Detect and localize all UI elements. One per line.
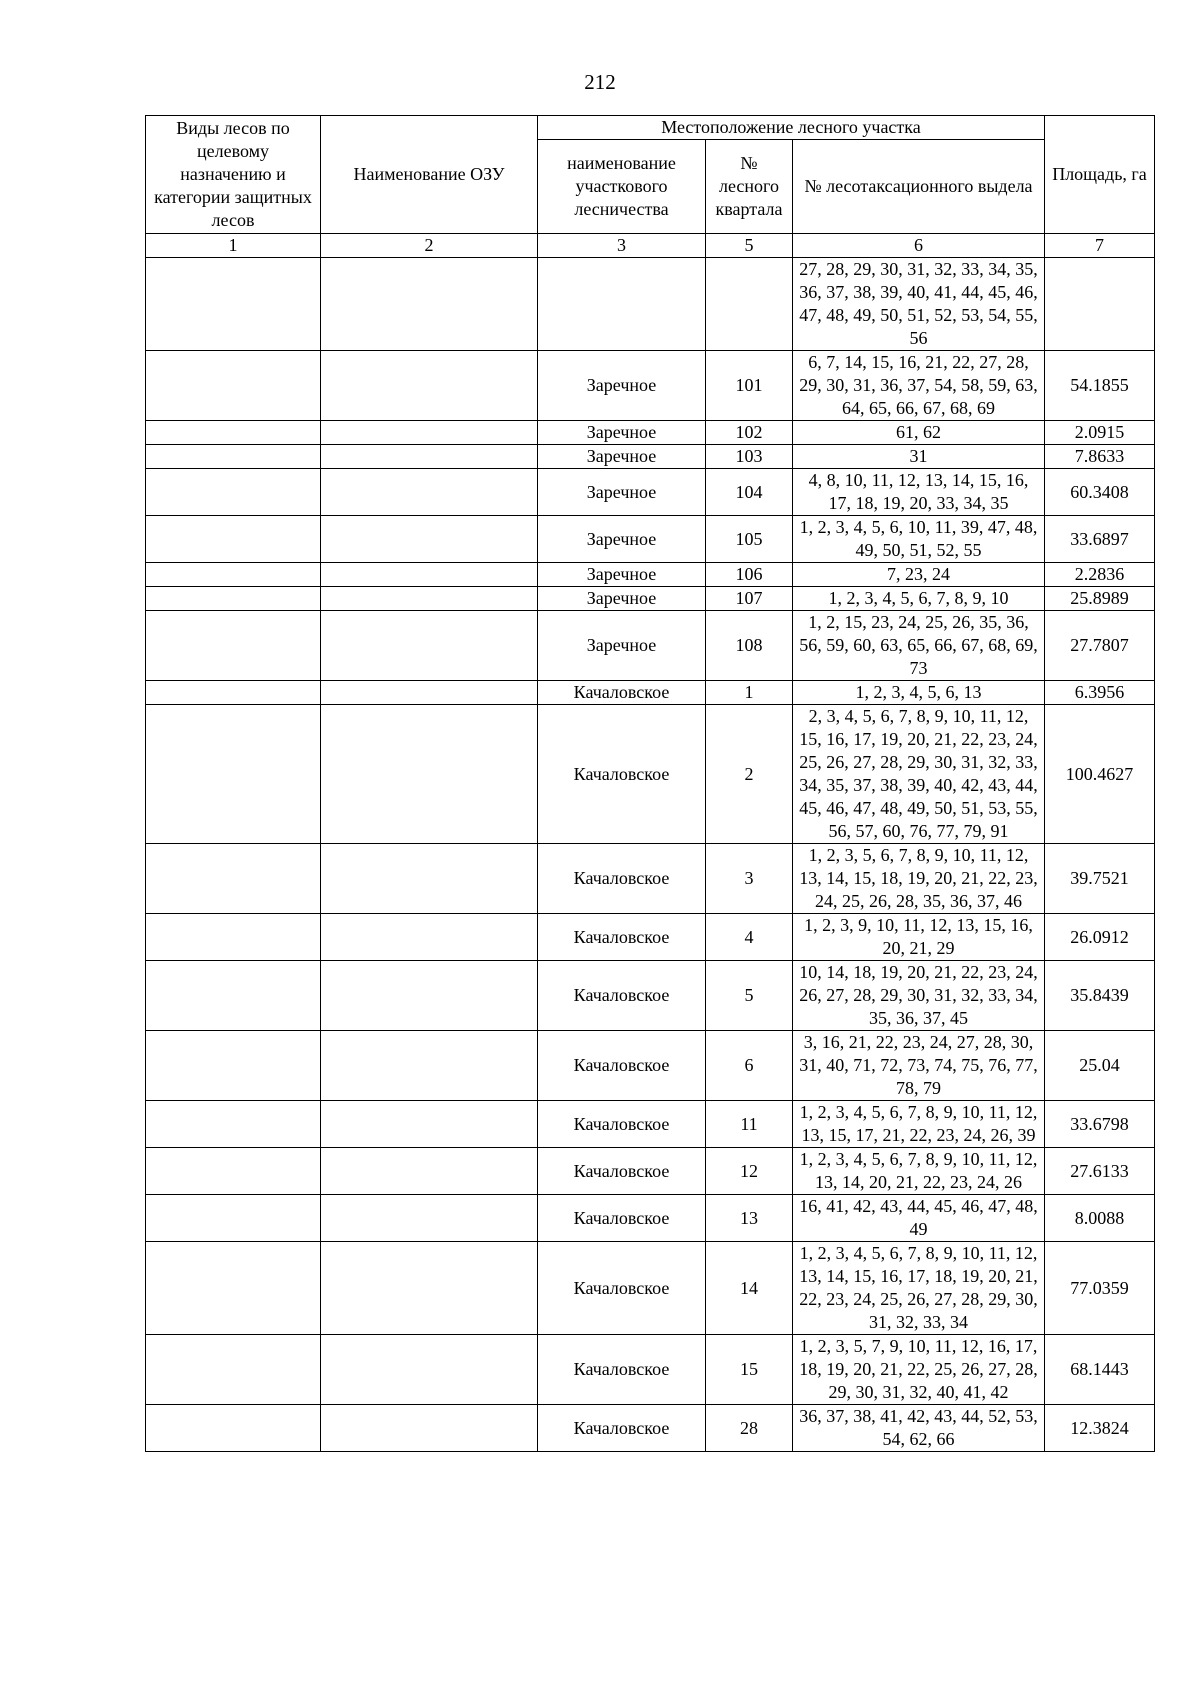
cell-area: 2.0915 [1045,421,1155,445]
cell-ozu [321,445,538,469]
cell-plots: 1, 2, 3, 4, 5, 6, 7, 8, 9, 10, 11, 12, 13, 14, 20, 21, 22, 23, 24, 26 [793,1148,1045,1195]
cell-area: 8.0088 [1045,1195,1155,1242]
cell-forest-type [146,611,321,681]
cell-forest-type [146,587,321,611]
cell-ozu [321,469,538,516]
cell-quarter: 101 [706,351,793,421]
cell-ozu [321,1148,538,1195]
column-numbers-row [146,234,1155,258]
cell-forest-type [146,1195,321,1242]
cell-district: Качаловское [538,961,706,1031]
cell-district: Качаловское [538,1148,706,1195]
table-row [146,961,1155,1031]
table-row [146,516,1155,563]
cell-plots: 4, 8, 10, 11, 12, 13, 14, 15, 16, 17, 18, 19, 20, 33, 34, 35 [793,469,1045,516]
cell-ozu [321,914,538,961]
header-forest-type: Виды лесов по целевому назначению и категории защитных лесов [146,116,321,234]
table-row [146,1101,1155,1148]
cell-plots: 1, 2, 15, 23, 24, 25, 26, 35, 36, 56, 59, 60, 63, 65, 66, 67, 68, 69, 73 [793,611,1045,681]
cell-ozu [321,1101,538,1148]
cell-district: Качаловское [538,681,706,705]
cell-area: 68.1443 [1045,1335,1155,1405]
table-row [146,351,1155,421]
cell-district: Заречное [538,516,706,563]
table-row [146,258,1155,351]
cell-quarter: 14 [706,1242,793,1335]
cell-forest-type [146,1148,321,1195]
cell-plots: 31 [793,445,1045,469]
cell-quarter: 28 [706,1405,793,1452]
cell-area: 7.8633 [1045,445,1155,469]
table-row [146,611,1155,681]
cell-ozu [321,587,538,611]
cell-forest-type [146,1101,321,1148]
cell-forest-type [146,516,321,563]
cell-forest-type [146,1335,321,1405]
cell-forest-type [146,705,321,844]
cell-area: 27.7807 [1045,611,1155,681]
cell-district: Качаловское [538,1405,706,1452]
cell-plots: 1, 2, 3, 4, 5, 6, 13 [793,681,1045,705]
cell-area: 33.6897 [1045,516,1155,563]
cell-plots: 7, 23, 24 [793,563,1045,587]
cell-ozu [321,351,538,421]
cell-area: 33.6798 [1045,1101,1155,1148]
cell-district: Качаловское [538,914,706,961]
column-number: 2 [321,234,538,258]
cell-ozu [321,611,538,681]
column-number: 7 [1045,234,1155,258]
cell-forest-type [146,421,321,445]
cell-plots: 1, 2, 3, 4, 5, 6, 7, 8, 9, 10, 11, 12, 13, 15, 17, 21, 22, 23, 24, 26, 39 [793,1101,1045,1148]
cell-ozu [321,421,538,445]
cell-quarter: 15 [706,1335,793,1405]
cell-forest-type [146,351,321,421]
cell-ozu [321,1405,538,1452]
cell-plots: 61, 62 [793,421,1045,445]
cell-district [538,258,706,351]
cell-ozu [321,563,538,587]
column-number: 1 [146,234,321,258]
table-row [146,1148,1155,1195]
cell-ozu [321,1242,538,1335]
cell-ozu [321,681,538,705]
cell-quarter: 2 [706,705,793,844]
cell-district: Заречное [538,421,706,445]
cell-ozu [321,1335,538,1405]
table-row [146,681,1155,705]
cell-ozu [321,1031,538,1101]
cell-forest-type [146,961,321,1031]
cell-ozu [321,1195,538,1242]
cell-forest-type [146,258,321,351]
cell-area: 25.04 [1045,1031,1155,1101]
table-row [146,1405,1155,1452]
header-area: Площадь, га [1045,116,1155,234]
column-number: 5 [706,234,793,258]
cell-forest-type [146,1405,321,1452]
header-row-1 [146,116,1155,140]
cell-area: 27.6133 [1045,1148,1155,1195]
cell-plots: 1, 2, 3, 5, 7, 9, 10, 11, 12, 16, 17, 18, 19, 20, 21, 22, 25, 26, 27, 28, 29, 30, 31, 32, 40, 41, 42 [793,1335,1045,1405]
table-row [146,563,1155,587]
cell-quarter: 6 [706,1031,793,1101]
cell-forest-type [146,1031,321,1101]
table-row [146,1195,1155,1242]
cell-area: 2.2836 [1045,563,1155,587]
cell-plots: 3, 16, 21, 22, 23, 24, 27, 28, 30, 31, 40, 71, 72, 73, 74, 75, 76, 77, 78, 79 [793,1031,1045,1101]
cell-district: Качаловское [538,844,706,914]
table-row [146,445,1155,469]
cell-district: Заречное [538,611,706,681]
header-quarter: № лесного квартала [706,140,793,234]
cell-forest-type [146,914,321,961]
table-row [146,1335,1155,1405]
header-district: наименование участкового лесничества [538,140,706,234]
page-number: 212 [584,70,616,94]
cell-plots: 1, 2, 3, 5, 6, 7, 8, 9, 10, 11, 12, 13, 14, 15, 18, 19, 20, 21, 22, 23, 24, 25, 26, 28, 35, 36, 37, 46 [793,844,1045,914]
cell-quarter: 102 [706,421,793,445]
cell-quarter: 12 [706,1148,793,1195]
cell-forest-type [146,563,321,587]
cell-ozu [321,844,538,914]
cell-district: Качаловское [538,1242,706,1335]
cell-area: 77.0359 [1045,1242,1155,1335]
cell-district: Качаловское [538,1195,706,1242]
cell-district: Качаловское [538,1101,706,1148]
cell-quarter: 3 [706,844,793,914]
cell-area: 12.3824 [1045,1405,1155,1452]
cell-plots: 10, 14, 18, 19, 20, 21, 22, 23, 24, 26, 27, 28, 29, 30, 31, 32, 33, 34, 35, 36, 37, 45 [793,961,1045,1031]
cell-forest-type [146,1242,321,1335]
cell-plots: 1, 2, 3, 4, 5, 6, 7, 8, 9, 10, 11, 12, 13, 14, 15, 16, 17, 18, 19, 20, 21, 22, 23, 24, 25, 26, 27, 28, 29, 30, 31, 32, 33, 34 [793,1242,1045,1335]
cell-quarter: 11 [706,1101,793,1148]
table-row [146,1031,1155,1101]
cell-ozu [321,705,538,844]
cell-area: 26.0912 [1045,914,1155,961]
cell-ozu [321,258,538,351]
cell-quarter: 1 [706,681,793,705]
cell-district: Заречное [538,445,706,469]
cell-quarter: 4 [706,914,793,961]
cell-ozu [321,961,538,1031]
cell-forest-type [146,681,321,705]
cell-district: Заречное [538,351,706,421]
cell-quarter: 13 [706,1195,793,1242]
cell-area: 35.8439 [1045,961,1155,1031]
cell-quarter: 106 [706,563,793,587]
table-row [146,705,1155,844]
cell-quarter: 108 [706,611,793,681]
table-row [146,587,1155,611]
column-number: 6 [793,234,1045,258]
cell-plots: 1, 2, 3, 9, 10, 11, 12, 13, 15, 16, 20, 21, 29 [793,914,1045,961]
cell-plots: 6, 7, 14, 15, 16, 21, 22, 27, 28, 29, 30, 31, 36, 37, 54, 58, 59, 63, 64, 65, 66, 67, 68, 69 [793,351,1045,421]
cell-area [1045,258,1155,351]
table-row [146,914,1155,961]
cell-plots: 1, 2, 3, 4, 5, 6, 7, 8, 9, 10 [793,587,1045,611]
cell-district: Заречное [538,469,706,516]
cell-plots: 2, 3, 4, 5, 6, 7, 8, 9, 10, 11, 12, 15, 16, 17, 19, 20, 21, 22, 23, 24, 25, 26, 27, 28, 29, 30, 31, 32, 33, 34, 35, 37, 38, 39, 40, 42, 43, 44, 45, 46, 47, 48, 49, 50, 51, 53, 55, 56, 57, 60, 76, 77, 79, 91 [793,705,1045,844]
table-row [146,421,1155,445]
cell-district: Заречное [538,563,706,587]
table-row [146,1242,1155,1335]
cell-district: Качаловское [538,1335,706,1405]
cell-plots: 36, 37, 38, 41, 42, 43, 44, 52, 53, 54, 62, 66 [793,1405,1045,1452]
cell-plots: 27, 28, 29, 30, 31, 32, 33, 34, 35, 36, 37, 38, 39, 40, 41, 44, 45, 46, 47, 48, 49, 50, 51, 52, 53, 54, 55, 56 [793,258,1045,351]
cell-area: 25.8989 [1045,587,1155,611]
cell-forest-type [146,469,321,516]
cell-plots: 1, 2, 3, 4, 5, 6, 10, 11, 39, 47, 48, 49, 50, 51, 52, 55 [793,516,1045,563]
table-row [146,469,1155,516]
cell-area: 6.3956 [1045,681,1155,705]
column-number: 3 [538,234,706,258]
cell-forest-type [146,445,321,469]
forest-plots-table [145,115,1155,1452]
cell-district: Качаловское [538,705,706,844]
cell-quarter [706,258,793,351]
cell-area: 39.7521 [1045,844,1155,914]
header-plots: № лесотаксационного выдела [793,140,1045,234]
cell-quarter: 105 [706,516,793,563]
cell-forest-type [146,844,321,914]
cell-area: 54.1855 [1045,351,1155,421]
cell-quarter: 104 [706,469,793,516]
cell-quarter: 5 [706,961,793,1031]
cell-district: Качаловское [538,1031,706,1101]
cell-quarter: 107 [706,587,793,611]
header-ozu-name: Наименование ОЗУ [321,116,538,234]
cell-ozu [321,516,538,563]
header-location-group: Местоположение лесного участка [538,116,1045,140]
cell-plots: 16, 41, 42, 43, 44, 45, 46, 47, 48, 49 [793,1195,1045,1242]
cell-area: 100.4627 [1045,705,1155,844]
cell-quarter: 103 [706,445,793,469]
cell-district: Заречное [538,587,706,611]
table-row [146,844,1155,914]
cell-area: 60.3408 [1045,469,1155,516]
